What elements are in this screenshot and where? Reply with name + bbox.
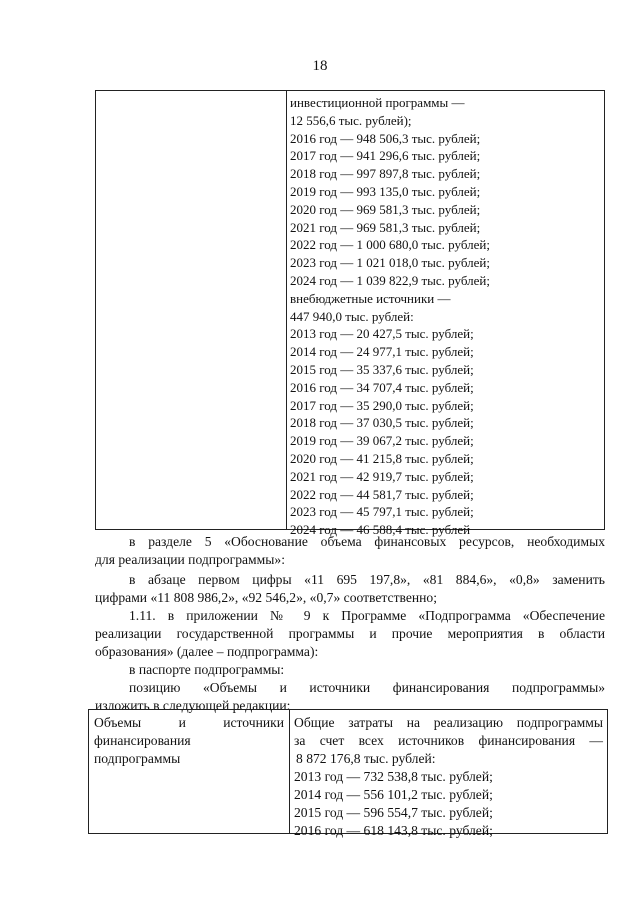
funding-line: внебюджетные источники — xyxy=(290,290,451,306)
funding-line: 12 556,6 тыс. рублей); xyxy=(290,112,412,128)
paragraph-appendix9 xyxy=(95,607,605,661)
funding-table-new xyxy=(88,709,608,838)
funding-line: 2013 год — 20 427,5 тыс. рублей; xyxy=(290,326,474,342)
funding-line: 2023 год — 45 797,1 тыс. рублей; xyxy=(290,504,474,520)
text-line: 8 872 176,8 тыс. рублей: xyxy=(296,751,436,766)
funding-line: 2021 год — 969 581,3 тыс. рублей; xyxy=(290,219,481,235)
funding-line: 2015 год — 596 554,7 тыс. рублей; xyxy=(294,805,493,820)
funding-line: 2024 год — 46 588,4 тыс. рублей xyxy=(290,522,471,538)
paragraph-section5 xyxy=(95,533,605,569)
column-divider xyxy=(286,91,287,529)
column-divider xyxy=(289,710,290,833)
table-value-cell xyxy=(294,714,603,840)
funding-line: 2014 год — 556 101,2 тыс. рублей; xyxy=(294,787,493,802)
page-number: 18 xyxy=(312,58,328,74)
text-line: в абзаце первом цифры «11 695 197,8», «81 884,6», «0,8» заменить xyxy=(129,572,605,587)
funding-line: 2020 год — 969 581,3 тыс. рублей; xyxy=(290,201,481,217)
text-line: подпрограммы xyxy=(94,751,181,766)
funding-lines xyxy=(290,94,600,539)
funding-line: 447 940,0 тыс. рублей: xyxy=(290,308,414,324)
table-label-cell xyxy=(94,714,284,768)
funding-line: 2023 год — 1 021 018,0 тыс. рублей; xyxy=(290,255,490,271)
funding-line: 2024 год — 1 039 822,9 тыс. рублей; xyxy=(290,272,490,288)
funding-line: 2016 год — 34 707,4 тыс. рублей; xyxy=(290,379,474,395)
funding-line: 2014 год — 24 977,1 тыс. рублей; xyxy=(290,344,474,360)
text-line: позицию «Объемы и источники финансирования подпрограммы» xyxy=(129,680,605,695)
funding-line: 2019 год — 993 135,0 тыс. рублей; xyxy=(290,183,481,199)
text-line: Объемы и источники xyxy=(94,715,284,730)
funding-table-continued xyxy=(95,90,605,538)
funding-line: 2022 год — 44 581,7 тыс. рублей; xyxy=(290,486,474,502)
text-line: 1.11. в приложении № 9 к Программе «Подпрограмма «Обеспечение xyxy=(129,608,605,623)
text-line: цифрами «11 808 986,2», «92 546,2», «0,7» соответственно; xyxy=(95,590,438,605)
text-line: в разделе 5 «Обоснование объема финансовых ресурсов, необходимых xyxy=(129,534,605,549)
funding-line: 2018 год — 997 897,8 тыс. рублей; xyxy=(290,166,481,182)
funding-line: инвестиционной программы — xyxy=(290,95,465,110)
text-line: Общие затраты на реализацию подпрограммы xyxy=(294,715,603,730)
text-line: реализации государственной программы и прочие мероприятия в области xyxy=(95,626,605,641)
funding-line: 2020 год — 41 215,8 тыс. рублей; xyxy=(290,450,474,466)
text-line: для реализации подпрограммы»: xyxy=(95,552,285,567)
text-line: изложить в следующей редакции: xyxy=(95,698,291,713)
funding-line: 2022 год — 1 000 680,0 тыс. рублей; xyxy=(290,237,490,253)
paragraph-passport xyxy=(95,661,605,679)
funding-line: 2018 год — 37 030,5 тыс. рублей; xyxy=(290,415,474,431)
funding-line: 2016 год — 618 143,8 тыс. рублей; xyxy=(294,823,493,838)
paragraph-replace-figures xyxy=(95,571,605,607)
funding-line: 2015 год — 35 337,6 тыс. рублей; xyxy=(290,361,474,377)
funding-line: 2017 год — 941 296,6 тыс. рублей; xyxy=(290,148,481,164)
text-line: финансирования xyxy=(94,733,191,748)
text-line: образования» (далее – подпрограмма): xyxy=(95,644,319,659)
funding-line: 2019 год — 39 067,2 тыс. рублей; xyxy=(290,433,474,449)
text-line: в паспорте подпрограммы: xyxy=(129,662,285,677)
funding-line: 2013 год — 732 538,8 тыс. рублей; xyxy=(294,769,493,784)
funding-line: 2017 год — 35 290,0 тыс. рублей; xyxy=(290,397,474,413)
text-line: за счет всех источников финансирования — xyxy=(294,733,603,748)
funding-line: 2021 год — 42 919,7 тыс. рублей; xyxy=(290,468,474,484)
funding-line: 2016 год — 948 506,3 тыс. рублей; xyxy=(290,130,481,146)
